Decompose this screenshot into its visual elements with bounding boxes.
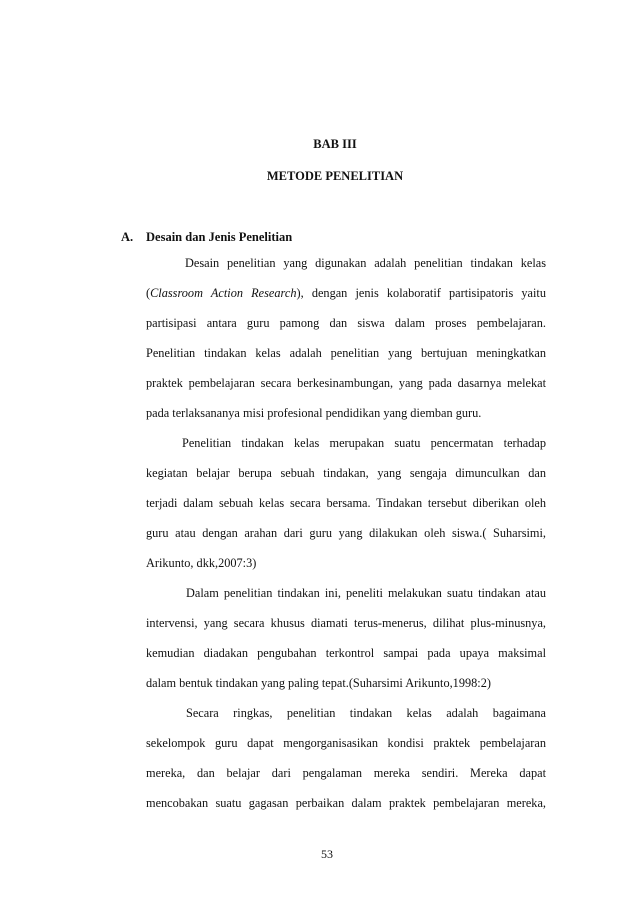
section-heading	[121, 229, 292, 245]
text-line: sekelompok guru dapat mengorganisasikan kondisi praktek pembelajaran	[146, 736, 546, 750]
paragraph	[146, 703, 546, 823]
paragraph	[146, 253, 546, 433]
text-line: mereka, dan belajar dari pengalaman mereka sendiri. Mereka dapat	[146, 766, 546, 780]
text-line: kegiatan belajar berupa sebuah tindakan, yang sengaja dimunculkan dan	[146, 466, 546, 480]
section-number: A.	[121, 230, 134, 244]
text-line: Desain penelitian yang digunakan adalah penelitian tindakan kelas	[185, 256, 546, 270]
text-line: Dalam penelitian tindakan ini, peneliti melakukan suatu tindakan atau	[186, 586, 546, 600]
page-number: 53	[321, 847, 333, 861]
paren-open: (	[146, 286, 151, 300]
text-line: Penelitian tindakan kelas adalah penelitian yang bertujuan meningkatkan	[146, 346, 546, 360]
text-line: intervensi, yang secara khusus diamati terus-menerus, dilihat plus-minusnya,	[146, 616, 546, 630]
section-title: Desain dan Jenis Penelitian	[146, 230, 293, 244]
text-line: kemudian diadakan pengubahan terkontrol sampai pada upaya maksimal	[146, 646, 546, 660]
text-line: praktek pembelajaran secara berkesinambungan, yang pada dasarnya melekat	[146, 376, 546, 390]
text-line: Arikunto, dkk,2007:3)	[146, 556, 257, 570]
text-line: dalam bentuk tindakan yang paling tepat.(Suharsimi Arikunto,1998:2)	[146, 676, 491, 690]
text-line: Secara ringkas, penelitian tindakan kelas adalah bagaimana	[186, 706, 546, 720]
text-line	[146, 283, 546, 313]
text-line: guru atau dengan arahan dari guru yang dilakukan oleh siswa.( Suharsimi,	[146, 526, 546, 540]
text-line: pada terlaksananya misi profesional pendidikan yang diemban guru.	[146, 406, 482, 420]
text-span: ), dengan jenis kolaboratif partisipatoris yaitu	[296, 286, 546, 300]
paragraph	[146, 433, 546, 583]
paragraph	[146, 583, 546, 703]
chapter-title: METODE PENELITIAN	[266, 169, 404, 183]
text-line: Penelitian tindakan kelas merupakan suatu pencermatan terhadap	[182, 436, 546, 450]
text-line: mencobakan suatu gagasan perbaikan dalam praktek pembelajaran mereka,	[146, 796, 546, 810]
body-text	[146, 253, 546, 823]
text-line: terjadi dalam sebuah kelas secara bersama. Tindakan tersebut diberikan oleh	[146, 496, 546, 510]
italic-term: Classroom Action Research	[150, 286, 297, 300]
chapter-label: BAB III	[313, 137, 357, 151]
text-line: partisipasi antara guru pamong dan siswa dalam proses pembelajaran.	[146, 316, 546, 330]
